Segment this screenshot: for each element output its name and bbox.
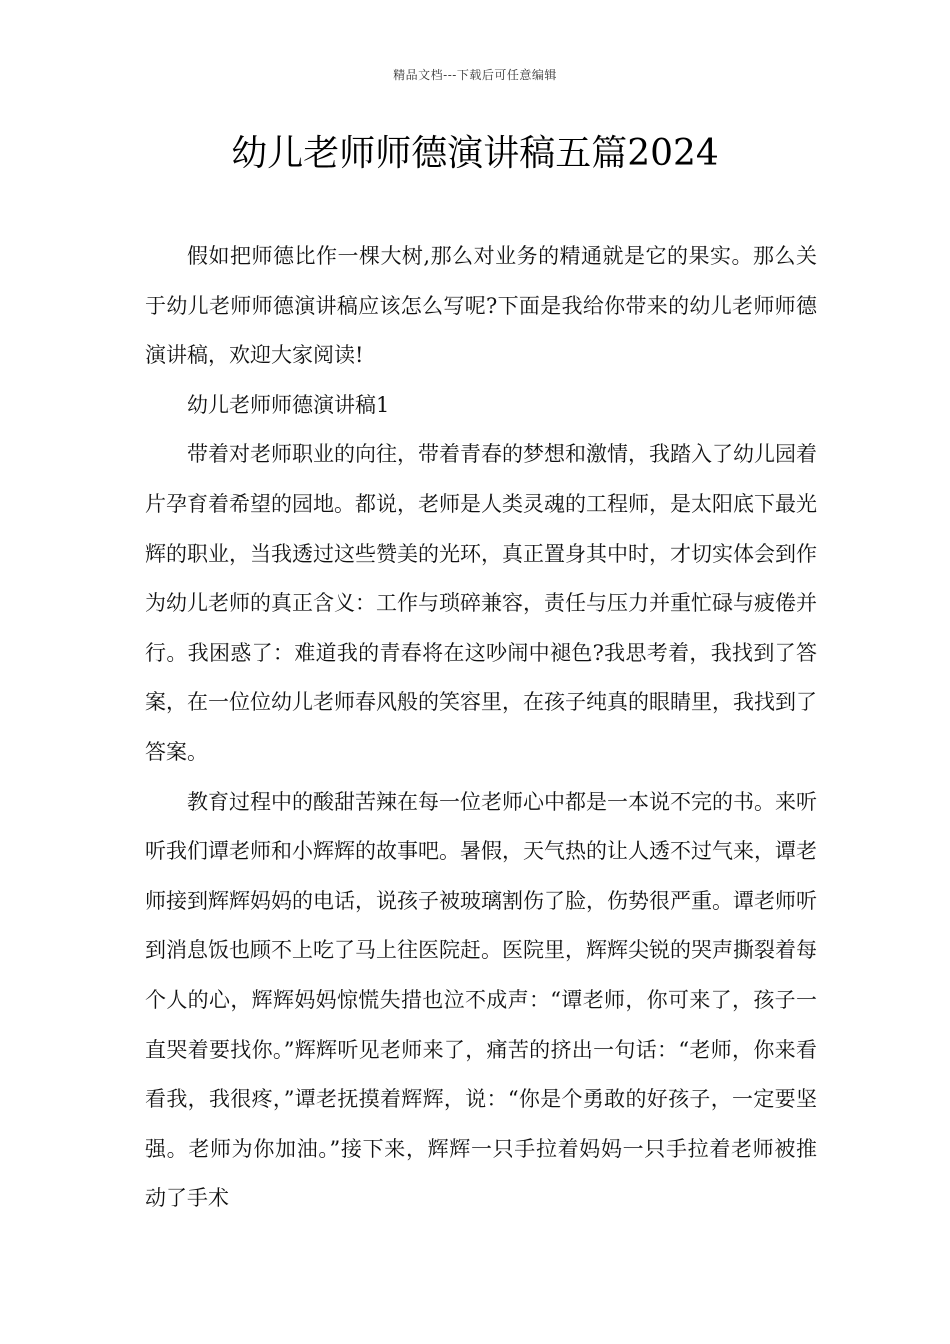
section-heading: 幼儿老师师德演讲稿1 xyxy=(187,392,390,417)
body-paragraph: 教育过程中的酸甜苦辣在每一位老师心中都是一本说不完的书。来听听我们谭老师和小辉辉的故事吧。暑假，天气热的让人透不过气来，谭老师接到辉辉妈妈的电话，说孩子被玻璃割伤了脸，伤势很严重。谭老师听到消息饭也顾不上吃了马上往医院赶。医院里，辉辉尖锐的哭声撕裂着每个人的心，辉辉妈妈惊慌失措也泣不成声：“谭老师，你可来了，孩子一直哭着要找你。”辉辉听见老师来了，痛苦的挤出一句话：“老师，你来看看我，我很疼，”谭老抚摸着辉辉，说：“你是个勇敢的好孩子，一定要坚强。老师为你加油。”接下来，辉辉一只手拉着妈妈一只手拉着老师被推动了手术 xyxy=(145,789,817,1211)
header-note: 精品文档---下载后可任意编辑 xyxy=(393,68,557,82)
body-paragraph: 带着对老师职业的向往，带着青春的梦想和激情，我踏入了幼儿园着片孕育着希望的园地。都说，老师是人类灵魂的工程师，是太阳底下最光辉的职业，当我透过这些赞美的光环，真正置身其中时，才切实体会到作为幼儿老师的真正含义：工作与琐碎兼容，责任与压力并重忙碌与疲倦并行。我困惑了：难道我的青春将在这吵闹中褪色?我思考着，我找到了答案，在一位位幼儿老师春风般的笑容里，在孩子纯真的眼睛里，我找到了答案。 xyxy=(145,442,817,764)
document-body xyxy=(145,232,817,1224)
page-title: 幼儿老师师德演讲稿五篇2024 xyxy=(231,133,719,174)
intro-paragraph: 假如把师德比作一棵大树,那么对业务的精通就是它的果实。那么关于幼儿老师师德演讲稿应该怎么写呢?下面是我给你带来的幼儿老师师德演讲稿，欢迎大家阅读! xyxy=(145,244,817,368)
